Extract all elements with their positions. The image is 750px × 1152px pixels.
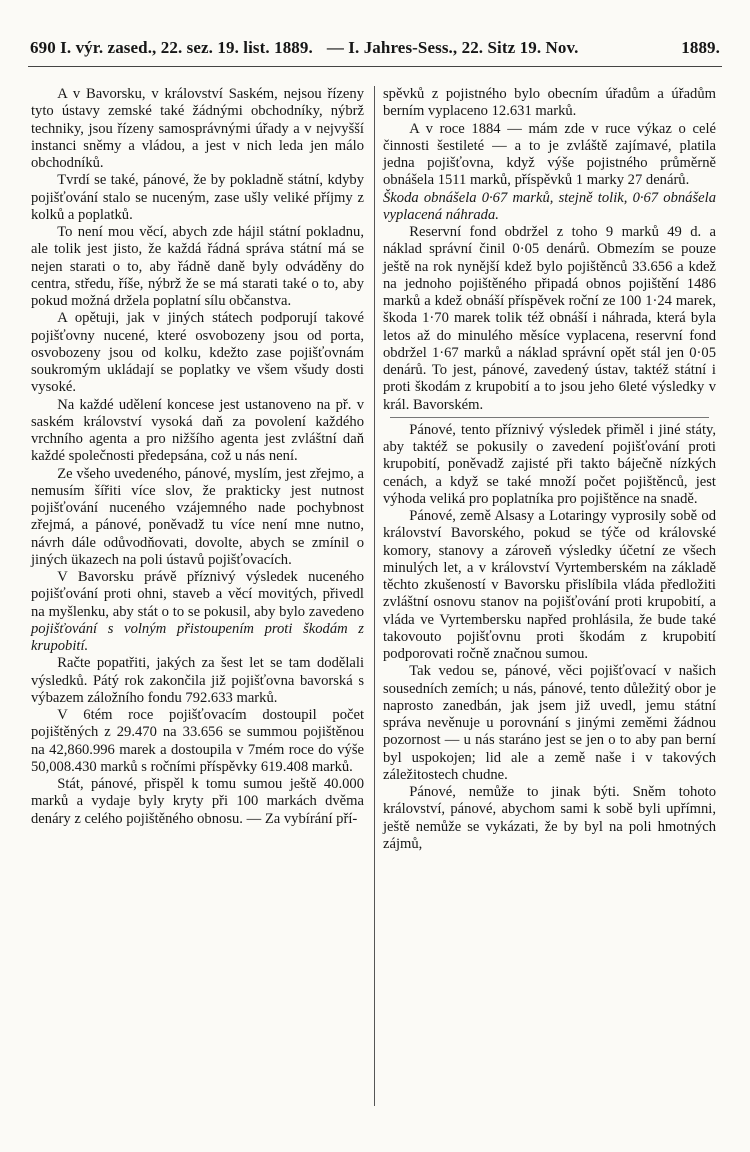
paragraph: Pánové, země Alsasy a Lotaringy vyprosily sobě od království Bavorského, pokud se týče od královské komory, stanovy a zároveň výsledky účetní ze všech minulých let, a v království Vyrtemberském na základě těchto zkušeností v Bavorsku přislíbila vláda předložiti zvláštní osnovu stanov na pojišťování proti krupobití, a vláda ve Vyrtembersku napřed prohlásila, že bude také takovouto pojišťovnu proti škodám z krupobití podporovati ročně značnou sumou. <box>383 508 716 662</box>
paragraph: Tvrdí se také, pánové, že by pokladně státní, kdyby pojišťování stalo se nuceným, zase ušly veliké příjmy z kolků a poplatků. <box>31 172 364 223</box>
header-left: 690 I. výr. zased., 22. sez. 19. list. 1889. <box>30 38 313 57</box>
paragraph: Na každé udělení koncese jest ustanoveno na př. v saském království vysoká daň za povolení každého vrchního agenta a pro nižšího agenta jest zvláštní daň každé společnosti předepsána, což u nás není. <box>31 396 364 465</box>
paragraph: Reservní fond obdržel z toho 9 marků 49 d. a náklad správní činil 0·05 denárů. Obmezím se pouze ještě na rok nynější kdež bylo pojištěnců 33.656 a kdež na jednoho pojištěného připadá obnos pojištění 1486 marků a kdež obnáší příspěvek roční ze 100 1·24 marek, škoda 1·70 marek tolik též obnáší i náhrada, která byla letos až do minulého měsíce vyplacena, reservní fond obdržel 1·67 marků a náklad správní opět stál jen 0·05 denárů. To jest, pánové, zavedený ústav, taktéž státní i proti škodám z krupobití a to jsou jeho 6leté výsledky v král. Bavorském. <box>383 224 716 413</box>
paragraph <box>31 569 364 655</box>
italic-paragraph: Škoda obnášela 0·67 marků, stejně tolik, 0·67 obnášela vyplacená náhrada. <box>383 189 716 223</box>
paragraph: Ze všeho uvedeného, pánové, myslím, jest zřejmo, a nemusím šířiti více slov, že prakticky jest nutnost pojišťování nuceného vzájemného nade pochybnost zřejmá, a pánové, poněvadž tu více není mne nutno, návrh dále odůvodňovati, dovolte, abych se zmínil o jiných ükazech na poli ústavů pojišťovacích. <box>31 465 364 568</box>
header-right: 1889. <box>681 38 720 57</box>
section-separator <box>390 417 710 418</box>
paragraph: Pánové, tento příznivý výsledek přiměl i jiné státy, aby taktéž se pokusily o zavedení pojišťování proti krupobití, poněvadž zajisté při takto báječně nízkých cenách, a když se také množí počet pojištěnců, jest výhoda veliká pro poplatníka pro pojištěnce na snadě. <box>383 421 716 507</box>
paragraph: A v Bavorsku, v království Saském, nejsou řízeny tyto ústavy zemské také žádnými obchodníky, nýbrž techniky, jsou řízeny samosprávnými úřady a v nejvyšší instanci sněmy a vládou, a jest v nich leda jen málo obchodníků. <box>31 86 364 171</box>
italic-phrase: pojišťování s volným přistoupením proti škodám z krupobití. <box>31 620 364 654</box>
paragraph-text: V Bavorsku právě příznivý výsledek nuceného pojišťování proti ohni, staveb a věcí movitých, přivedl na myšlenku, aby stát o to se pokusil, aby bylo zavedeno <box>31 569 364 620</box>
right-column <box>383 86 716 853</box>
paragraph: spěvků z pojistného bylo obecním úřadům a úřadům berním vyplaceno 12.631 marků. <box>383 86 716 120</box>
paragraph: A opětuji, jak v jiných státech podporují takové pojišťovny nucené, které osvobozeny jsou od porta, osvobozeny jsou od kolku, kdežto zase pojišťovnám soukromým ukládají se poplatky ve všem všudy dosti vysoké. <box>31 310 364 396</box>
paragraph: Tak vedou se, pánové, věci pojišťovací v našich sousedních zemích; u nás, pánové, tento důležitý obor je naprosto zanedbán, jak jsem již uvedl, jemu státní správa nevěnuje u porovnání s jinými zeměmi žádnou pozornost — u nás staráno jest se jen o to aby pan berní byl uspokojen; lid ale a země naše i v takových záležitostech chudne. <box>383 663 716 783</box>
paragraph: To není mou věcí, abych zde hájil státní pokladnu, ale tolik jest jisto, že každá řádná správa státní má se nejen starati o to, aby řádně daně byly odváděny do centra, středu, říše, nýbrž že se má starati také o to, aby pokud možná držela poplatní sílu občanstva. <box>31 224 364 309</box>
paragraph: V 6tém roce pojišťovacím dostoupil počet pojištěných z 29.470 na 33.656 se summou pojištěnou na 42,860.996 marek a dostoupila v 7mém roce do výše 50,008.430 marků s ročními příspěvky 619.408 marků. <box>31 707 364 775</box>
header-rule <box>28 66 722 67</box>
page-header <box>30 38 720 58</box>
paragraph: A v roce 1884 — mám zde v ruce výkaz o celé činnosti šestileté — a to je zvláště zajímavé, platila jedna pojišťovna, když výše pojistného průměrně obnášela 1511 marků, příspěvků 1 marky 27 denárů. <box>383 120 716 189</box>
column-divider <box>374 86 375 1106</box>
paragraph: Stát, pánové, přispěl k tomu sumou ještě 40.000 marků a vydaje byly kryty při 100 markách dvěma denáry z celého pojištěného obnosu. — Za vybírání pří- <box>31 776 364 827</box>
left-column <box>31 86 364 828</box>
paragraph: Račte popatřiti, jakých za šest let se tam dodělali výsledků. Pátý rok zakončila již pojišťovna bavorská s výbazem záložního fondu 792.633 marků. <box>31 655 364 706</box>
header-center: — I. Jahres-Sess., 22. Sitz 19. Nov. <box>326 38 579 57</box>
paragraph: Pánové, nemůže to jinak býti. Sněm tohoto království, pánové, abychom sami k sobě byli upřímni, ještě nemůže se vykázati, že by byl na poli hmotných zájmů, <box>383 784 716 852</box>
